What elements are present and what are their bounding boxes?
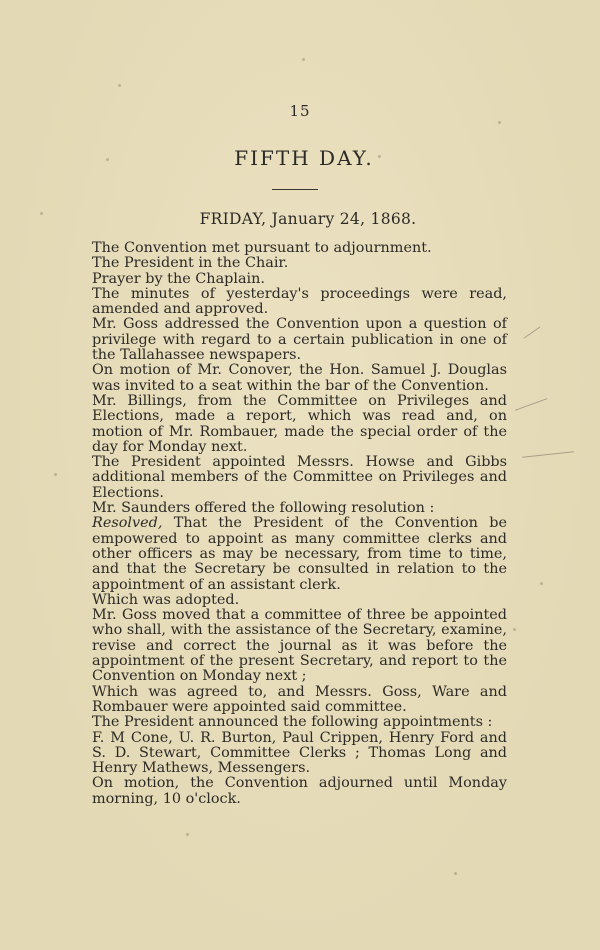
resolution-paragraph [92,516,507,592]
date-line: FRIDAY, January 24, 1868. [199,210,417,228]
paragraph: On motion of Mr. Conover, the Hon. Samuel J. Douglas was invited to a seat within the bar of the Convention. [92,362,507,394]
paragraph: Mr. Saunders offered the following resolution : [92,500,435,517]
paragraph: The minutes of yesterday's proceedings were read, amended and approved. [92,285,507,318]
paper-speck [454,872,457,875]
page-number: 15 [289,102,311,120]
margin-pencil-mark [522,451,574,457]
paper-speck [54,473,57,476]
margin-pencil-mark [515,398,547,411]
day-heading: FIFTH DAY. [234,146,374,170]
paper-speck [118,84,121,87]
paragraph: Which was adopted. [92,591,240,608]
paragraph: The President appointed Messrs. Howse and Gibbs additional members of the Committee on Privileges and Elections. [92,454,507,501]
paper-speck [186,833,189,836]
resolution-text: That the President of the Convention be empowered to appoint as many committee clerks and other officers as may be necessary, from time to time, and that the Secretary be consulted in relation to the appointment of an assistant clerk. [92,515,507,593]
margin-pencil-mark [524,326,541,338]
paragraph: Prayer by the Chaplain. [92,270,265,287]
paper-speck [498,121,501,124]
paragraph: Mr. Billings, from the Committee on Privileges and Elections, made a report, which was read and, on motion of Mr. Rombauer, made the special order of the day for Monday next. [92,392,507,455]
paragraph: On motion, the Convention adjourned until Monday morning, 10 o'clock. [92,775,507,807]
heading-rule [272,189,318,190]
paper-speck [540,582,543,585]
paragraph: The President in the Chair. [92,255,289,272]
journal-body [92,241,507,807]
resolution-lead: Resolved, [92,515,163,532]
paragraph: Which was agreed to, and Messrs. Goss, Ware and Rombauer were appointed said committee. [92,683,507,715]
paper-speck [302,58,305,61]
paragraph: The President announced the following appointments : [92,714,493,731]
paper-speck [513,628,516,631]
paragraph: Mr. Goss addressed the Convention upon a question of privilege with regard to a certain publication in one of the Tallahassee newspapers. [92,316,507,364]
paragraph: Mr. Goss moved that a committee of three be appointed who shall, with the assistance of the Secretary, examine, revise and correct the journal as it was before the appointment of the present Secretary, and report to the Convention on Monday next ; [92,607,507,685]
paragraph: F. M Cone, U. R. Burton, Paul Crippen, Henry Ford and S. D. Stewart, Committee Clerks ; Thomas Long and Henry Mathews, Messengers. [92,729,507,777]
paragraph: The Convention met pursuant to adjournment. [92,240,432,256]
